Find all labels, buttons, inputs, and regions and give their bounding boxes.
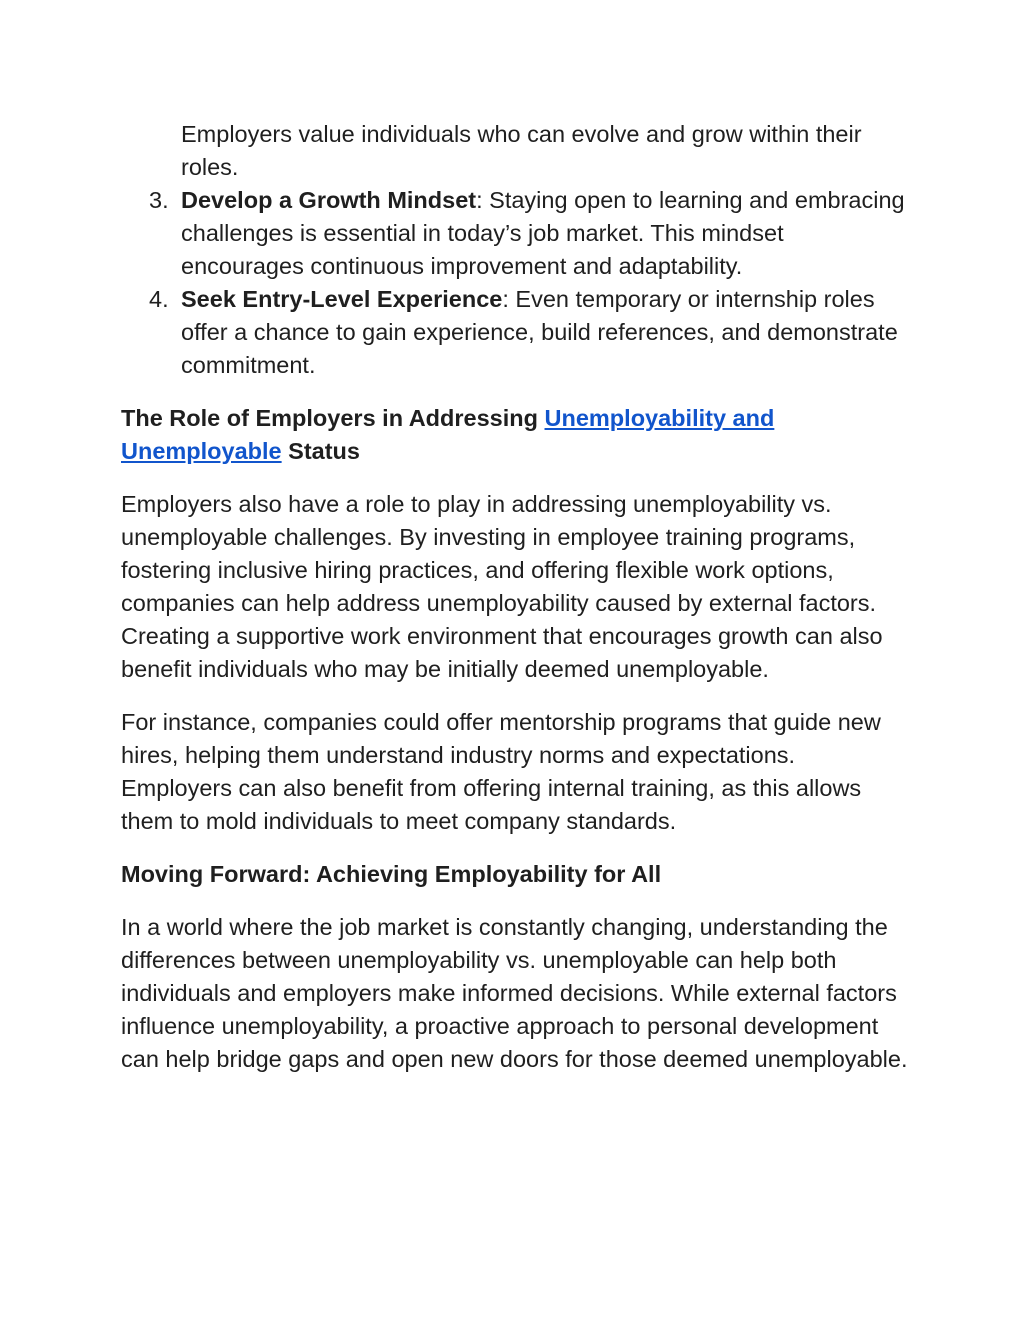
unemployability-link[interactable]: Unemployability and Unemployable — [121, 405, 775, 464]
heading-text: Status — [281, 438, 360, 464]
heading-text: The Role of Employers in Addressing — [121, 405, 545, 431]
list-item-title: Seek Entry-Level Experience — [181, 286, 503, 312]
document-page — [121, 118, 911, 1076]
section-heading-employers-role — [121, 402, 911, 468]
list-item-body: : Even temporary or internship roles offer a chance to gain experience, build references, and demonstrate commitment. — [181, 286, 898, 378]
list-item-title: Develop a Growth Mindset — [181, 187, 477, 213]
paragraph: For instance, companies could offer mentorship programs that guide new hires, helping them understand industry norms and expectations. Employers can also benefit from offering internal training, as this allows them to mold individuals to meet company standards. — [121, 709, 881, 834]
paragraph: Employers also have a role to play in addressing unemployability vs. unemployable challenges. By investing in employee training programs, fostering inclusive hiring practices, and offering flexible work options, companies can help address unemployability caused by external factors. Creating a supportive work environment that encourages growth can also benefit individuals who may be initially deemed unemployable. — [121, 491, 883, 682]
list-item-body: : Staying open to learning and embracing challenges is essential in today’s job market. This mindset encourages continuous improvement and adaptability. — [181, 187, 905, 279]
list-number: 4. — [149, 286, 169, 312]
section-heading-moving-forward: Moving Forward: Achieving Employability for All — [121, 861, 662, 887]
list-item-continuation: Employers value individuals who can evolve and grow within their roles. — [181, 121, 862, 180]
list-number: 3. — [149, 187, 169, 213]
paragraph: In a world where the job market is constantly changing, understanding the differences between unemployability vs. unemployable can help both individuals and employers make informed decisions. While external factors influence unemployability, a proactive approach to personal development can help bridge gaps and open new doors for those deemed unemployable. — [121, 914, 908, 1072]
list-item-growth-mindset — [121, 184, 911, 283]
list-item-entry-level — [121, 283, 911, 382]
